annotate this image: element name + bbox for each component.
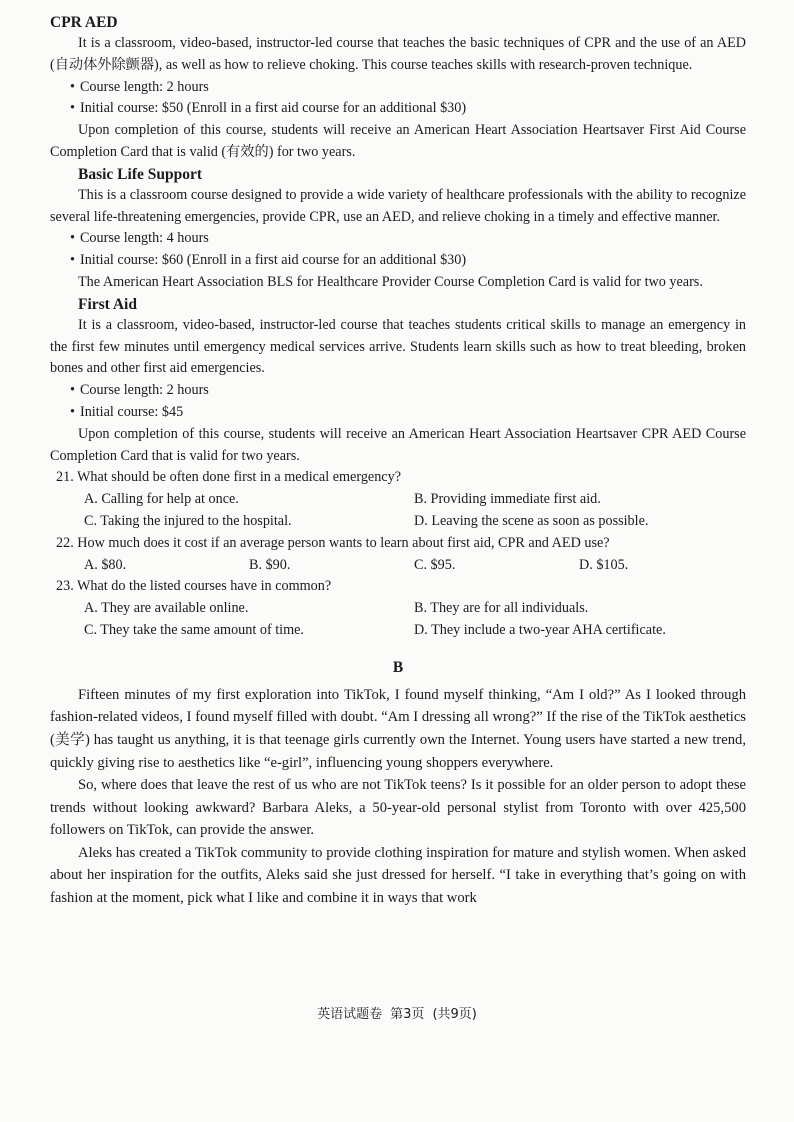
bls-fee — [50, 250, 746, 272]
passage-b-paragraph: Fifteen minutes of my first exploration into TikTok, I found myself thinking, “Am I old?” As I looked through fashion-related videos, I found myself filled with doubt. “Am I dressing all wrong?” If the rise of the TikTok aesthetics (美学) has taught us anything, it is that teenage girls currently own the Internet. Young users have started a new trend, quickly giving rise to aesthetics like “e-girl”, influencing young shoppers everywhere. — [50, 686, 746, 771]
cpr-length-text: Course length: 2 hours — [79, 78, 209, 95]
footer-total: (共9页) — [432, 1007, 477, 1022]
bls-length-text: Course length: 4 hours — [79, 230, 209, 247]
bls-title: Basic Life Support — [78, 165, 203, 183]
cpr-fee — [50, 98, 746, 120]
option-23-c: C. They take the same amount of time. — [84, 621, 304, 638]
firstaid-fee-text: Initial course: $45 — [79, 403, 184, 420]
question-23: 23. What do the listed courses have in common? — [56, 578, 332, 595]
bls-intro: This is a classroom course designed to provide a wide variety of healthcare professionals with the ability to recognize several life-threatening emergencies, provide CPR, use an AED, and relieve choking in a timely and effective manner. — [50, 186, 746, 225]
option-23-b: B. They are for all individuals. — [414, 600, 589, 617]
question-21: 21. What should be often done first in a medical emergency? — [56, 469, 401, 486]
cpr-completion: Upon completion of this course, students will receive an American Heart Association Heartsaver First Aid Course Completion Card that is valid (有效的) for two years. — [50, 122, 746, 160]
option-21-a: A. Calling for help at once. — [84, 491, 239, 508]
cpr-length — [50, 77, 746, 99]
option-23-a: A. They are available online. — [84, 600, 249, 617]
bullet-dot: • — [70, 78, 75, 95]
question-22: 22. How much does it cost if an average person wants to learn about first aid, CPR and AED use? — [56, 534, 610, 551]
firstaid-length-text: Course length: 2 hours — [79, 382, 209, 399]
bls-completion: The American Heart Association BLS for Healthcare Provider Course Completion Card is valid for two years. — [78, 273, 703, 290]
bullet-dot: • — [70, 252, 75, 269]
bullet-dot: • — [70, 230, 75, 247]
footer-title: 英语试题卷 — [317, 1007, 383, 1022]
firstaid-length — [50, 380, 746, 402]
option-22-a: A. $80. — [84, 556, 127, 573]
option-21-d: D. Leaving the scene as soon as possible. — [414, 512, 649, 529]
question-21-options — [50, 489, 746, 533]
option-21-b: B. Providing immediate first aid. — [414, 491, 601, 508]
bullet-dot: • — [70, 100, 75, 117]
firstaid-completion: Upon completion of this course, students will receive an American Heart Association Heartsaver CPR AED Course Completion Card that is valid for two years. — [50, 425, 746, 464]
bullet-dot: • — [70, 382, 75, 399]
firstaid-intro: It is a classroom, video-based, instructor-led course that teaches students critical skills to manage an emergency in the first few minutes until emergency medical services arrive. Students learn skills such as how to treat bleeding, broken bones and other first aid emergencies. — [50, 316, 746, 377]
firstaid-fee — [50, 402, 746, 424]
cpr-intro: It is a classroom, video-based, instructor-led course that teaches the basic techniques of CPR and the use of an AED (自动体外除颤器), as well as how to relieve choking. This course teaches skills with research-proven technique. — [50, 35, 746, 73]
bls-length — [50, 228, 746, 250]
option-21-c: C. Taking the injured to the hospital. — [84, 512, 292, 529]
option-22-d: D. $105. — [579, 556, 629, 573]
passage-b-paragraph: So, where does that leave the rest of us who are not TikTok teens? Is it possible for an older person to adopt these trends without looking awkward? Barbara Aleks, a 50-year-old personal stylist from Toronto with over 425,500 followers on TikTok, can provide the answer. — [50, 777, 746, 839]
question-23-options — [50, 598, 746, 642]
question-22-options — [50, 555, 746, 577]
firstaid-title: First Aid — [78, 295, 137, 313]
bullet-dot: • — [70, 403, 75, 420]
footer-page: 第3页 — [390, 1007, 425, 1022]
page-footer — [0, 1003, 794, 1022]
option-23-d: D. They include a two-year AHA certificate. — [414, 621, 666, 638]
bls-fee-text: Initial course: $60 (Enroll in a first aid course for an additional $30) — [79, 252, 467, 269]
option-22-c: C. $95. — [414, 556, 456, 573]
option-22-b: B. $90. — [249, 556, 291, 573]
passage-b — [50, 684, 746, 910]
cpr-fee-text: Initial course: $50 (Enroll in a first aid course for an additional $30) — [79, 100, 467, 117]
section-b-letter: B — [392, 658, 404, 676]
passage-b-paragraph: Aleks has created a TikTok community to provide clothing inspiration for mature and stylish women. When asked about her inspiration for the outfits, Aleks said she just dressed for herself. “I take in everything that’s going on with fashion at the moment, pick what I like and combine it in ways that work — [50, 844, 746, 907]
cpr-title: CPR AED — [50, 14, 118, 31]
